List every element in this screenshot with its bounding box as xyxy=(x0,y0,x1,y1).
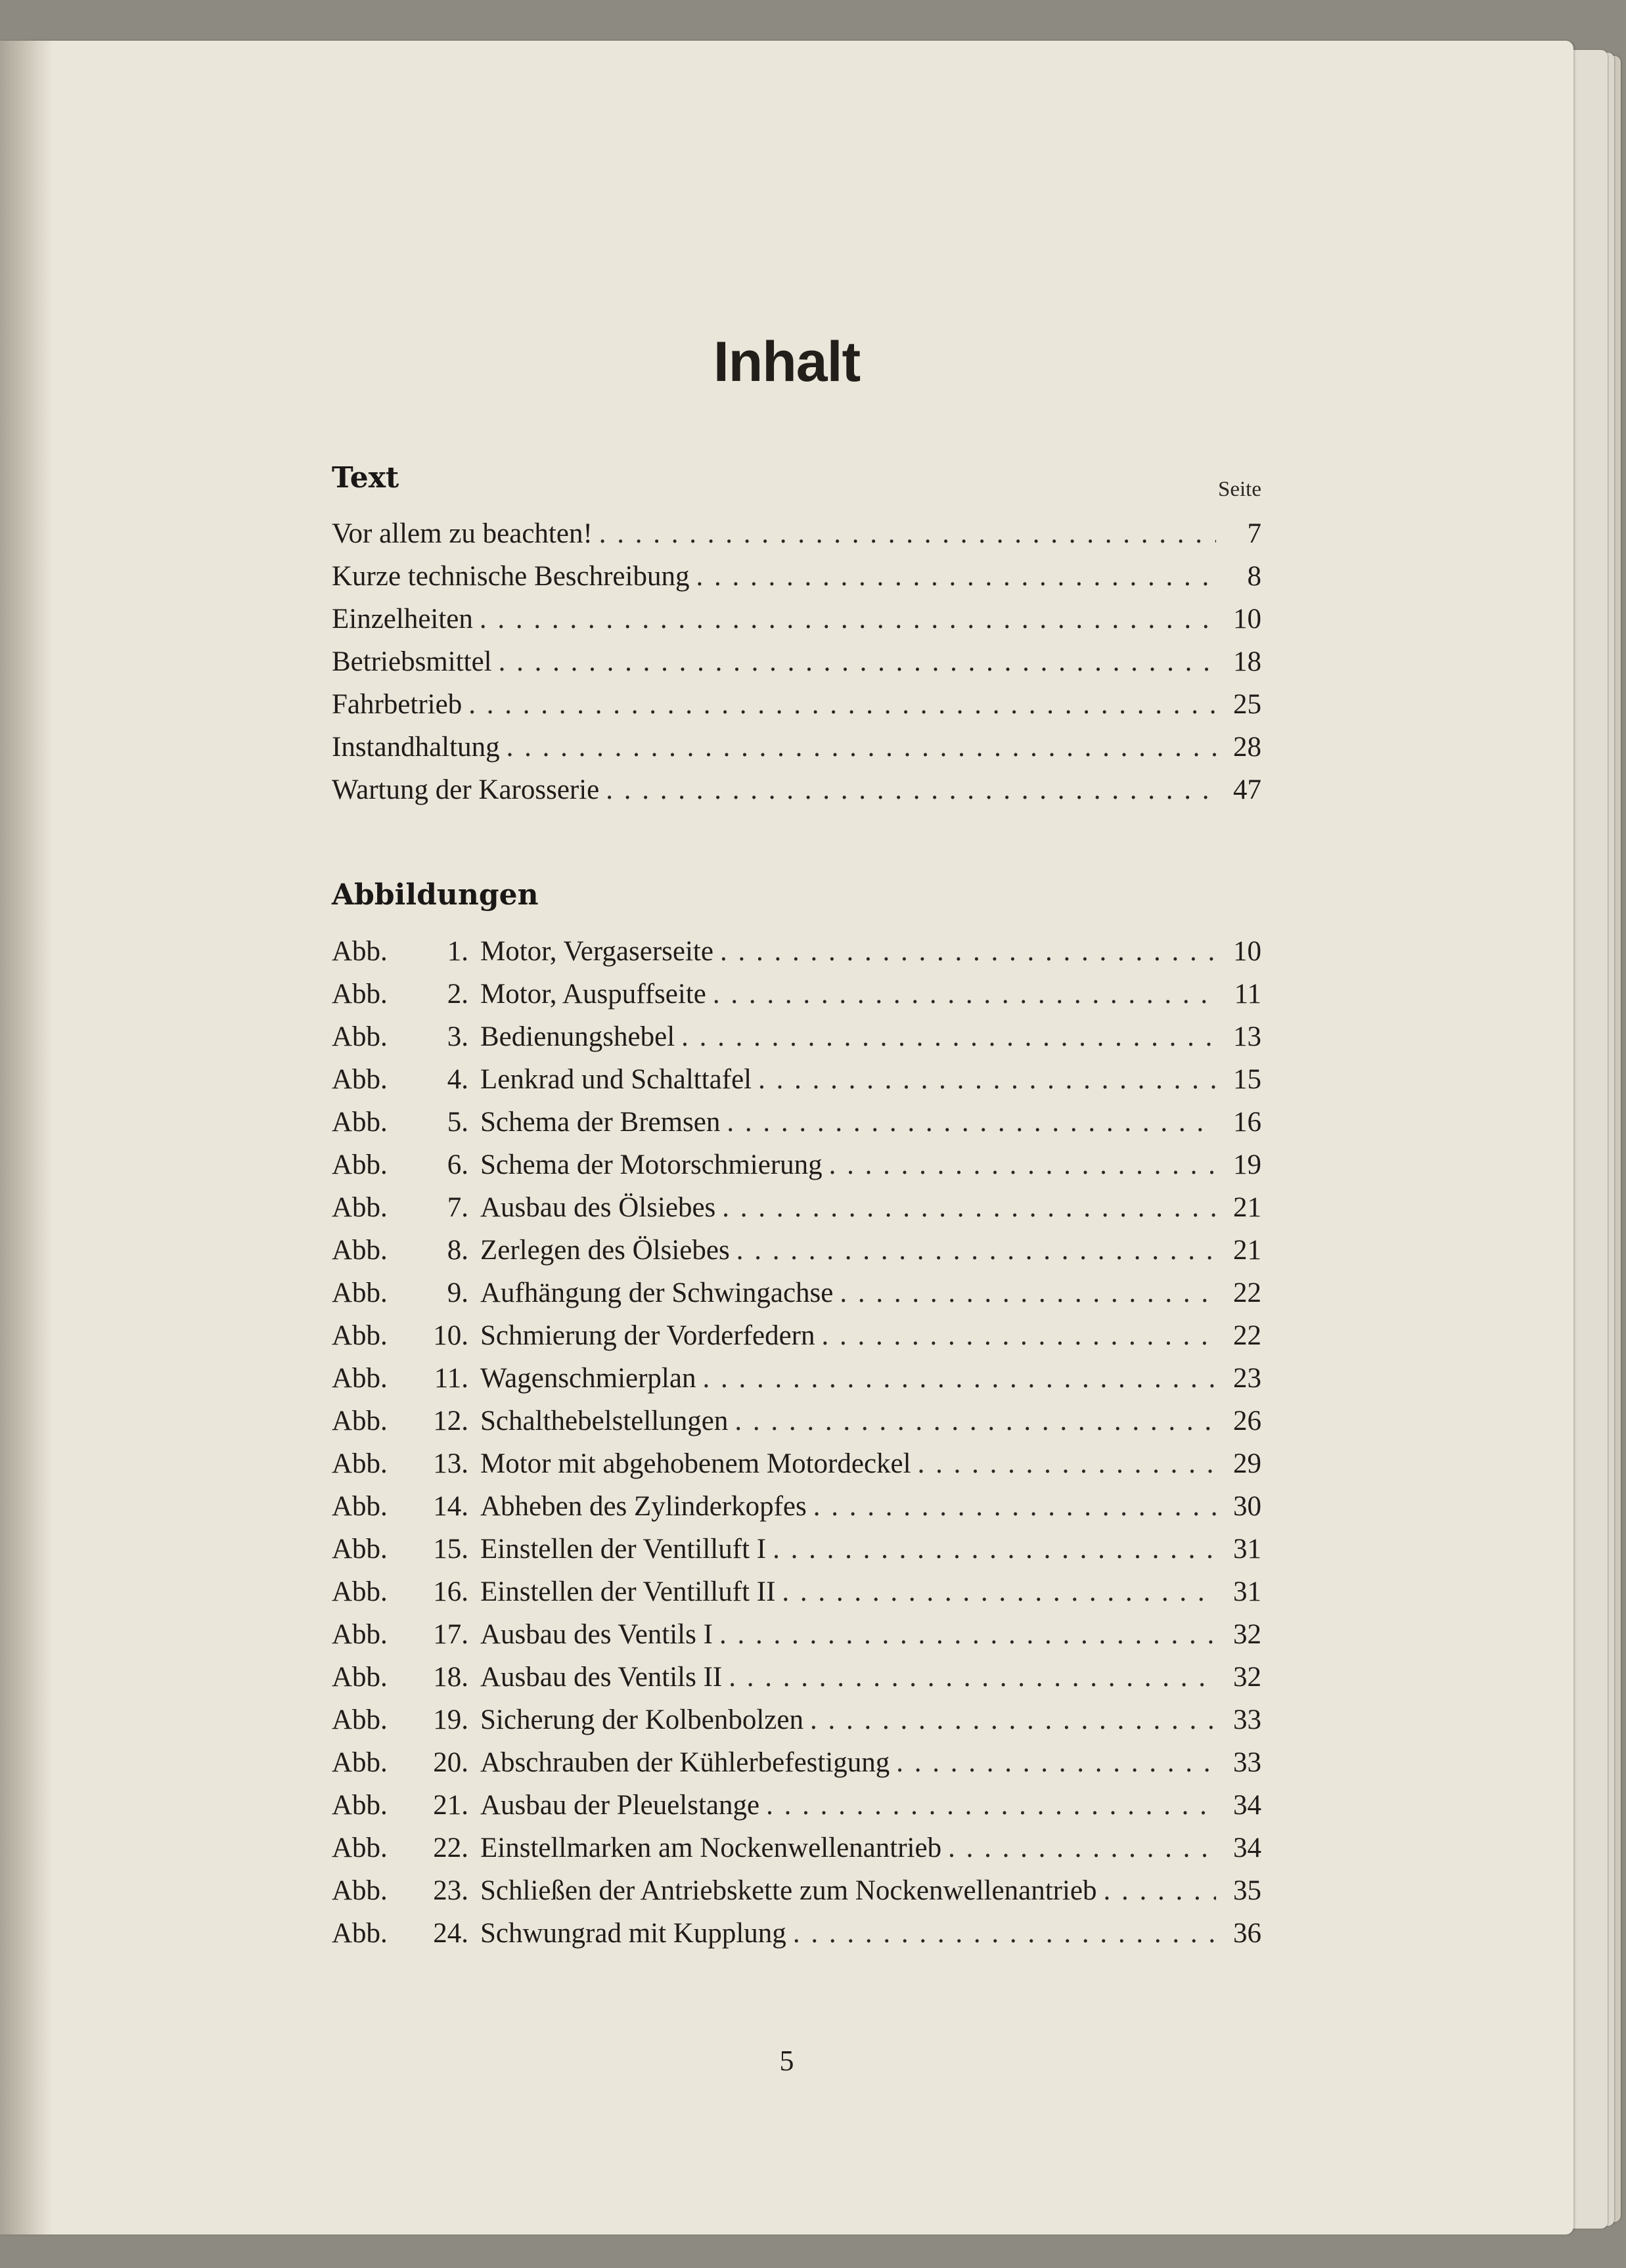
figure-number: 14. xyxy=(433,1491,468,1522)
figure-prefix: Abb. xyxy=(332,979,388,1010)
figure-entry xyxy=(332,1400,1261,1442)
figure-entry xyxy=(332,1528,1261,1570)
figure-title: Ausbau der Pleuelstange xyxy=(480,1790,760,1821)
figure-title: Aufhängung der Schwingachse xyxy=(480,1278,834,1308)
figure-prefix: Abb. xyxy=(332,1448,388,1479)
toc-entry-page: 18 xyxy=(1233,646,1261,677)
figure-entry xyxy=(332,1186,1261,1229)
figure-page: 23 xyxy=(1233,1363,1261,1394)
dot-leader xyxy=(810,1699,1216,1741)
figures-section-heading: Abbildungen xyxy=(332,878,539,912)
toc-entry-page: 7 xyxy=(1247,518,1261,549)
toc-entry xyxy=(332,598,1261,640)
figure-number: 9. xyxy=(447,1278,468,1308)
figure-prefix: Abb. xyxy=(332,936,388,967)
figure-number: 6. xyxy=(447,1149,468,1180)
toc-entry-page: 8 xyxy=(1247,561,1261,592)
toc-entry xyxy=(332,683,1261,726)
figure-number: 20. xyxy=(433,1747,468,1778)
figure-number: 12. xyxy=(433,1406,468,1436)
page-column-label: Seite xyxy=(1218,478,1261,501)
figure-title: Schema der Motorschmierung xyxy=(480,1149,823,1180)
dot-leader xyxy=(720,930,1216,973)
dot-leader xyxy=(507,726,1216,768)
figure-number: 24. xyxy=(433,1918,468,1949)
figure-page: 31 xyxy=(1233,1576,1261,1607)
figure-page: 35 xyxy=(1233,1875,1261,1906)
figure-page: 32 xyxy=(1233,1662,1261,1693)
figure-page: 19 xyxy=(1233,1149,1261,1180)
figure-prefix: Abb. xyxy=(332,1704,388,1735)
figure-page: 32 xyxy=(1233,1619,1261,1650)
figure-prefix: Abb. xyxy=(332,1790,388,1821)
figure-entry xyxy=(332,1015,1261,1058)
dot-leader xyxy=(727,1101,1216,1144)
dot-leader xyxy=(734,1400,1216,1442)
figure-entry xyxy=(332,1912,1261,1955)
figure-number: 13. xyxy=(433,1448,468,1479)
figure-number: 22. xyxy=(433,1833,468,1863)
figure-prefix: Abb. xyxy=(332,1107,388,1138)
dot-leader xyxy=(918,1442,1216,1485)
figure-prefix: Abb. xyxy=(332,1192,388,1223)
figure-title: Zerlegen des Ölsiebes xyxy=(480,1235,730,1266)
figure-entry xyxy=(332,1314,1261,1357)
figure-entry xyxy=(332,1272,1261,1314)
toc-entry xyxy=(332,512,1261,555)
figure-number: 1. xyxy=(447,936,468,967)
figure-prefix: Abb. xyxy=(332,1662,388,1693)
figure-page: 22 xyxy=(1233,1278,1261,1308)
figure-entry xyxy=(332,1442,1261,1485)
toc-entry-title: Fahrbetrieb xyxy=(332,689,463,720)
figure-entry xyxy=(332,1357,1261,1400)
figure-page: 33 xyxy=(1233,1704,1261,1735)
toc-entry-page: 47 xyxy=(1233,774,1261,805)
figure-page: 30 xyxy=(1233,1491,1261,1522)
dot-leader xyxy=(813,1485,1216,1528)
toc-entry xyxy=(332,640,1261,683)
dot-leader xyxy=(766,1784,1216,1827)
page-title: Inhalt xyxy=(713,330,861,393)
toc-entry-page: 10 xyxy=(1233,604,1261,634)
figure-prefix: Abb. xyxy=(332,1320,388,1351)
dot-leader xyxy=(719,1613,1216,1656)
dot-leader xyxy=(840,1272,1216,1314)
figure-number: 5. xyxy=(447,1107,468,1138)
dot-leader xyxy=(948,1827,1216,1869)
figure-number: 4. xyxy=(447,1064,468,1095)
figure-prefix: Abb. xyxy=(332,1576,388,1607)
page-number: 5 xyxy=(779,2045,794,2077)
figure-number: 17. xyxy=(433,1619,468,1650)
figure-title: Ausbau des Ventils II xyxy=(480,1662,723,1693)
figure-page: 34 xyxy=(1233,1833,1261,1863)
figure-page: 31 xyxy=(1233,1534,1261,1565)
figure-entry xyxy=(332,1869,1261,1912)
dot-leader xyxy=(499,640,1216,683)
figures-toc-list xyxy=(332,930,1261,1955)
figure-prefix: Abb. xyxy=(332,1747,388,1778)
figure-title: Abheben des Zylinderkopfes xyxy=(480,1491,807,1522)
figure-prefix: Abb. xyxy=(332,1491,388,1522)
figure-title: Einstellmarken am Nockenwellenantrieb xyxy=(480,1833,942,1863)
text-section-heading: Text xyxy=(332,461,399,495)
figure-title: Schwungrad mit Kupplung xyxy=(480,1918,786,1949)
figure-page: 15 xyxy=(1233,1064,1261,1095)
figure-title: Motor, Vergaserseite xyxy=(480,936,713,967)
toc-entry-title: Kurze technische Beschreibung xyxy=(332,561,690,592)
figure-page: 22 xyxy=(1233,1320,1261,1351)
dot-leader xyxy=(599,512,1216,555)
figure-title: Schließen der Antriebskette zum Nockenwellenantrieb xyxy=(480,1875,1097,1906)
figure-entry xyxy=(332,1827,1261,1869)
toc-entry-title: Wartung der Karosserie xyxy=(332,774,600,805)
figure-title: Wagenschmierplan xyxy=(480,1363,696,1394)
dot-leader xyxy=(729,1656,1216,1699)
dot-leader xyxy=(480,598,1216,640)
figure-entry xyxy=(332,1741,1261,1784)
figure-entry xyxy=(332,1058,1261,1101)
toc-entry xyxy=(332,555,1261,598)
figure-title: Einstellen der Ventilluft II xyxy=(480,1576,776,1607)
figure-entry xyxy=(332,1784,1261,1827)
dot-leader xyxy=(782,1570,1216,1613)
dot-leader xyxy=(702,1357,1216,1400)
toc-entry-title: Einzelheiten xyxy=(332,604,473,634)
figure-page: 36 xyxy=(1233,1918,1261,1949)
dot-leader xyxy=(696,555,1216,598)
figure-page: 13 xyxy=(1233,1021,1261,1052)
figure-entry xyxy=(332,1485,1261,1528)
figure-entry xyxy=(332,1656,1261,1699)
book-page xyxy=(0,41,1573,2235)
dot-leader xyxy=(681,1015,1216,1058)
figure-entry xyxy=(332,1229,1261,1272)
dot-leader xyxy=(773,1528,1216,1570)
dot-leader xyxy=(1104,1869,1216,1912)
figure-prefix: Abb. xyxy=(332,1534,388,1565)
figure-prefix: Abb. xyxy=(332,1833,388,1863)
dot-leader xyxy=(758,1058,1216,1101)
figure-prefix: Abb. xyxy=(332,1918,388,1949)
figure-number: 23. xyxy=(433,1875,468,1906)
figure-prefix: Abb. xyxy=(332,1875,388,1906)
figure-page: 33 xyxy=(1233,1747,1261,1778)
toc-entry xyxy=(332,768,1261,811)
figure-number: 15. xyxy=(433,1534,468,1565)
figure-page: 10 xyxy=(1233,936,1261,967)
dot-leader xyxy=(736,1229,1216,1272)
figure-page: 34 xyxy=(1233,1790,1261,1821)
figure-page: 21 xyxy=(1233,1192,1261,1223)
figure-prefix: Abb. xyxy=(332,1363,388,1394)
figure-number: 19. xyxy=(433,1704,468,1735)
figure-number: 10. xyxy=(433,1320,468,1351)
figure-page: 29 xyxy=(1233,1448,1261,1479)
dot-leader xyxy=(468,683,1216,726)
figure-title: Ausbau des Ölsiebes xyxy=(480,1192,716,1223)
toc-entry xyxy=(332,726,1261,768)
figure-entry xyxy=(332,1144,1261,1186)
figure-number: 2. xyxy=(447,979,468,1010)
figure-prefix: Abb. xyxy=(332,1021,388,1052)
figure-number: 11. xyxy=(434,1363,468,1394)
figure-number: 3. xyxy=(447,1021,468,1052)
figure-entry xyxy=(332,973,1261,1015)
dot-leader xyxy=(713,973,1216,1015)
figure-title: Schmierung der Vorderfedern xyxy=(480,1320,815,1351)
dot-leader xyxy=(722,1186,1216,1229)
figure-title: Motor, Auspuffseite xyxy=(480,979,706,1010)
figure-page: 11 xyxy=(1234,979,1261,1010)
toc-entry-title: Betriebsmittel xyxy=(332,646,492,677)
dot-leader xyxy=(829,1144,1216,1186)
toc-entry-page: 25 xyxy=(1233,689,1261,720)
figure-title: Einstellen der Ventilluft I xyxy=(480,1534,767,1565)
figure-title: Motor mit abgehobenem Motordeckel xyxy=(480,1448,911,1479)
figure-number: 7. xyxy=(447,1192,468,1223)
text-toc-list xyxy=(332,512,1261,811)
toc-entry-title: Vor allem zu beachten! xyxy=(332,518,593,549)
figure-prefix: Abb. xyxy=(332,1406,388,1436)
figure-title: Sicherung der Kolbenbolzen xyxy=(480,1704,803,1735)
figure-entry xyxy=(332,1699,1261,1741)
figure-number: 21. xyxy=(433,1790,468,1821)
figure-entry xyxy=(332,1101,1261,1144)
figure-title: Schema der Bremsen xyxy=(480,1107,721,1138)
figure-entry xyxy=(332,930,1261,973)
figure-page: 16 xyxy=(1233,1107,1261,1138)
figure-title: Abschrauben der Kühlerbefestigung xyxy=(480,1747,890,1778)
dot-leader xyxy=(821,1314,1216,1357)
figure-title: Schalthebelstellungen xyxy=(480,1406,729,1436)
figure-page: 21 xyxy=(1233,1235,1261,1266)
figure-prefix: Abb. xyxy=(332,1619,388,1650)
figure-prefix: Abb. xyxy=(332,1064,388,1095)
figure-prefix: Abb. xyxy=(332,1278,388,1308)
dot-leader xyxy=(896,1741,1216,1784)
figure-entry xyxy=(332,1613,1261,1656)
figure-entry xyxy=(332,1570,1261,1613)
figure-prefix: Abb. xyxy=(332,1235,388,1266)
figure-number: 18. xyxy=(433,1662,468,1693)
figure-prefix: Abb. xyxy=(332,1149,388,1180)
dot-leader xyxy=(606,768,1216,811)
dot-leader xyxy=(793,1912,1216,1955)
figure-title: Lenkrad und Schalttafel xyxy=(480,1064,752,1095)
figure-number: 8. xyxy=(447,1235,468,1266)
figure-number: 16. xyxy=(433,1576,468,1607)
toc-entry-title: Instandhaltung xyxy=(332,732,500,763)
figure-title: Bedienungshebel xyxy=(480,1021,675,1052)
toc-entry-page: 28 xyxy=(1233,732,1261,763)
figure-title: Ausbau des Ventils I xyxy=(480,1619,713,1650)
figure-page: 26 xyxy=(1233,1406,1261,1436)
